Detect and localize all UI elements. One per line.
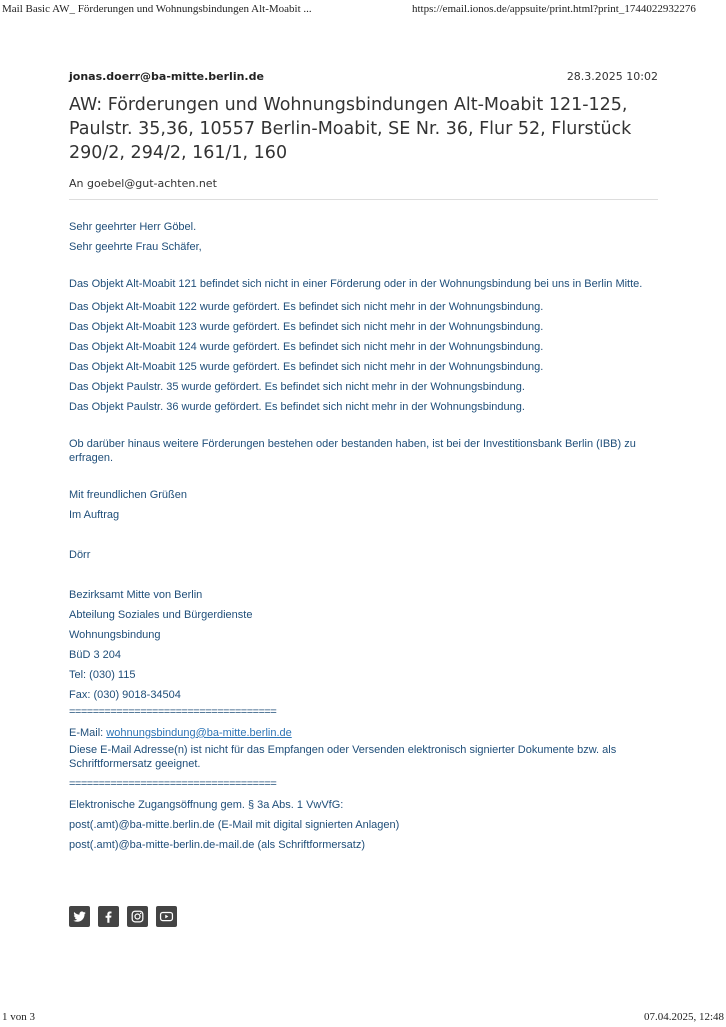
instagram-icon[interactable] [127,906,148,927]
sender-address[interactable]: jonas.doerr@ba-mitte.berlin.de [69,70,264,83]
intro-paragraph: Das Objekt Alt-Moabit 121 befindet sich nicht in einer Förderung oder in der Wohnungsbindung bei uns in Berlin Mitte. [69,277,643,290]
mail-body [69,217,658,855]
object-line: Das Objekt Alt-Moabit 124 wurde gefördert. Es befindet sich nicht mehr in der Wohnungsbindung. [69,340,544,353]
social-links [69,906,177,927]
sig-dept: Abteilung Soziales und Bürgerdienste [69,608,253,621]
signer-name: Dörr [69,548,91,561]
ibb-paragraph: Ob darüber hinaus weitere Förderungen bestehen oder bestanden haben, ist bei der Investitionsbank Berlin (IBB) zu erfragen. [69,437,636,464]
print-datetime: 07.04.2025, 12:48 [643,1011,724,1023]
sig-notice: Diese E-Mail Adresse(n) ist nicht für das Empfangen oder Versenden elektronisch signierter Dokumente bzw. als Schriftformersatz geeignet. [69,743,617,770]
mail-meta [69,70,658,83]
sig-email-label: E-Mail: [69,726,107,739]
object-line: Das Objekt Alt-Moabit 125 wurde gefördert. Es befindet sich nicht mehr in der Wohnungsbindung. [69,360,544,373]
sig-email-link[interactable]: wohnungsbindung@ba-mitte.berlin.de [106,726,292,739]
mail-view [69,70,658,855]
sig-access-1: post(.amt)@ba-mitte.berlin.de (E-Mail mit digital signierten Anlagen) [69,818,400,831]
page-counter: 1 von 3 [2,1011,35,1023]
sig-access-2: post(.amt)@ba-mitte-berlin.de-mail.de (als Schriftformersatz) [69,838,366,851]
mail-subject: AW: Förderungen und Wohnungsbindungen Alt-Moabit 121-125, Paulstr. 35,36, 10557 Berlin-Moabit, SE Nr. 36, Flur 52, Flurstück 290/2, 294/2, 161/1, 160 [69,95,632,163]
print-header [0,3,726,17]
print-title: Mail Basic AW_ Förderungen und Wohnungsbindungen Alt-Moabit ... [2,3,312,15]
sig-fax: Fax: (030) 9018-34504 [69,688,181,701]
print-url: https://email.ionos.de/appsuite/print.html?print_1744022932276 [412,3,696,15]
print-footer [0,1011,726,1025]
sig-access-title: Elektronische Zugangsöffnung gem. § 3a Abs. 1 VwVfG: [69,798,344,811]
twitter-icon[interactable] [69,906,90,927]
greeting-line-2: Sehr geehrte Frau Schäfer, [69,240,202,253]
facebook-icon[interactable] [98,906,119,927]
recipient[interactable]: An goebel@gut-achten.net [69,176,217,190]
object-line: Das Objekt Alt-Moabit 123 wurde gefördert. Es befindet sich nicht mehr in der Wohnungsbindung. [69,320,544,333]
sig-room: BüD 3 204 [69,648,121,661]
mail-date: 28.3.2025 10:02 [566,70,658,83]
object-line: Das Objekt Paulstr. 36 wurde gefördert. Es befindet sich nicht mehr in der Wohnungsbindung. [69,400,525,413]
object-line: Das Objekt Alt-Moabit 122 wurde gefördert. Es befindet sich nicht mehr in der Wohnungsbindung. [69,300,544,313]
object-line: Das Objekt Paulstr. 35 wurde gefördert. Es befindet sich nicht mehr in der Wohnungsbindung. [69,380,525,393]
sig-separator-2: =================================== [69,777,277,790]
greeting-line-1: Sehr geehrter Herr Göbel. [69,220,197,233]
sig-tel: Tel: (030) 115 [69,668,136,681]
sig-separator: =================================== [69,705,277,718]
youtube-icon[interactable] [156,906,177,927]
sig-email-line [69,723,658,743]
closing-line-1: Mit freundlichen Grüßen [69,488,187,501]
sig-unit: Wohnungsbindung [69,628,161,641]
header-divider [69,199,658,200]
sig-org: Bezirksamt Mitte von Berlin [69,588,203,601]
closing-line-2: Im Auftrag [69,508,120,521]
